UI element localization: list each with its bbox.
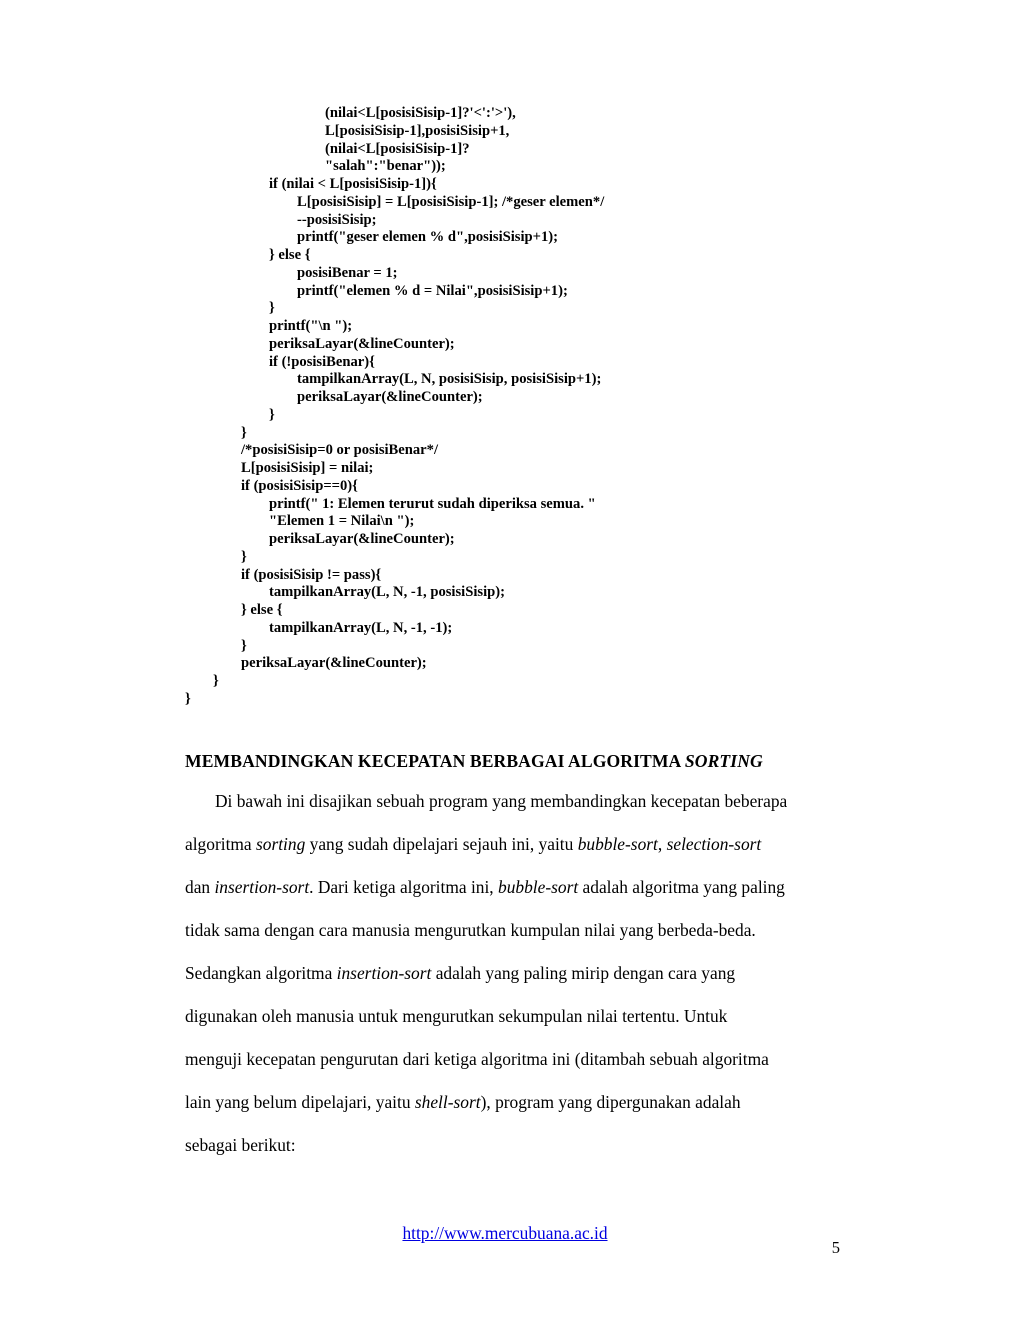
code-block (185, 105, 604, 709)
code-line: "Elemen 1 = Nilai\n "); (269, 513, 415, 530)
code-line: } (269, 406, 275, 423)
code-line: } (269, 300, 275, 317)
body-italic-term: bubble-sort (577, 834, 658, 854)
code-line: tampilkanArray(L, N, posisiSisip, posisiSisip+1); (297, 371, 602, 388)
code-line: --posisiSisip; (297, 211, 377, 228)
body-line (185, 1124, 905, 1167)
section-heading-italic: SORTING (684, 751, 763, 771)
code-line: periksaLayar(&lineCounter); (269, 335, 455, 352)
code-line: "salah":"benar")); (325, 158, 446, 175)
body-text-segment: ), program yang dipergunakan adalah (480, 1092, 741, 1112)
section-heading-text: MEMBANDINGKAN KECEPATAN BERBAGAI ALGORITMA (185, 751, 685, 771)
body-italic-term: bubble-sort (498, 877, 579, 897)
code-line: (nilai<L[posisiSisip-1]?'<':'>'), (325, 105, 516, 121)
body-italic-term: shell-sort (414, 1092, 481, 1112)
body-text-segment: digunakan oleh manusia untuk mengurutkan sekumpulan nilai tertentu. Untuk (185, 1006, 728, 1026)
body-text-segment: , (657, 834, 667, 854)
body-line (185, 1081, 905, 1124)
body-line (185, 952, 905, 995)
body-italic-term: insertion-sort (214, 877, 310, 897)
code-line: printf(" 1: Elemen terurut sudah diperiksa semua. " (269, 495, 596, 512)
body-line (185, 1038, 905, 1081)
body-text (185, 780, 905, 1167)
code-line: printf("geser elemen % d",posisiSisip+1); (297, 229, 558, 246)
body-text-segment: menguji kecepatan pengurutan dari ketiga algoritma ini (ditambah sebuah algoritma (185, 1049, 769, 1069)
code-line: } else { (269, 247, 311, 263)
body-line (185, 780, 905, 823)
code-line: L[posisiSisip] = nilai; (241, 460, 374, 476)
body-text-segment: Di bawah ini disajikan sebuah program yang membandingkan kecepatan beberapa (215, 791, 788, 811)
body-text-segment: . Dari ketiga algoritma ini, (309, 877, 498, 897)
code-line: periksaLayar(&lineCounter); (241, 655, 427, 672)
code-line: } (241, 548, 247, 565)
code-line: L[posisiSisip-1],posisiSisip+1, (325, 122, 510, 139)
body-text-segment: algoritma (185, 834, 256, 854)
body-text-segment: sebagai berikut: (185, 1135, 296, 1155)
code-line: if (posisiSisip==0){ (241, 477, 358, 494)
code-line: (nilai<L[posisiSisip-1]? (325, 140, 470, 157)
body-text-segment: dan (185, 877, 215, 897)
body-text-segment: lain yang belum dipelajari, yaitu (185, 1092, 415, 1112)
body-line (185, 866, 905, 909)
body-line (185, 995, 905, 1038)
body-text-segment: tidak sama dengan cara manusia mengurutkan kumpulan nilai yang berbeda-beda. (185, 920, 756, 940)
code-line: printf("\n "); (269, 318, 353, 334)
body-line (185, 909, 905, 952)
body-text-segment: adalah yang paling mirip dengan cara yang (431, 963, 736, 983)
code-line: periksaLayar(&lineCounter); (269, 531, 455, 547)
code-line: } (241, 424, 247, 441)
body-italic-term: insertion-sort (336, 963, 432, 983)
code-line: } (213, 673, 219, 689)
body-line (185, 823, 905, 866)
code-line: periksaLayar(&lineCounter); (297, 389, 483, 405)
code-line: } else { (241, 602, 283, 618)
body-text-segment: adalah algoritma yang paling (578, 877, 785, 897)
body-italic-term: selection-sort (666, 834, 762, 854)
code-line: tampilkanArray(L, N, -1, -1); (269, 619, 453, 636)
code-line: if (!posisiBenar){ (269, 353, 375, 370)
code-line: L[posisiSisip] = L[posisiSisip-1]; /*geser elemen*/ (297, 193, 605, 210)
body-italic-term: sorting (256, 834, 306, 854)
code-line: printf("elemen % d = Nilai",posisiSisip+1); (297, 282, 568, 299)
code-line: posisiBenar = 1; (297, 264, 398, 281)
code-line: } (185, 690, 191, 707)
section-heading (185, 751, 763, 772)
body-text-segment: yang sudah dipelajari sejauh ini, yaitu (305, 834, 578, 854)
page-number: 5 (831, 1238, 840, 1257)
code-line: if (posisiSisip != pass){ (241, 566, 382, 583)
code-line: /*posisiSisip=0 or posisiBenar*/ (241, 442, 439, 459)
code-line: if (nilai < L[posisiSisip-1]){ (269, 176, 437, 192)
code-line: } (241, 637, 247, 654)
footer-link[interactable]: http://www.mercubuana.ac.id (402, 1223, 608, 1243)
code-line: tampilkanArray(L, N, -1, posisiSisip); (269, 584, 505, 601)
body-text-segment: Sedangkan algoritma (185, 963, 337, 983)
